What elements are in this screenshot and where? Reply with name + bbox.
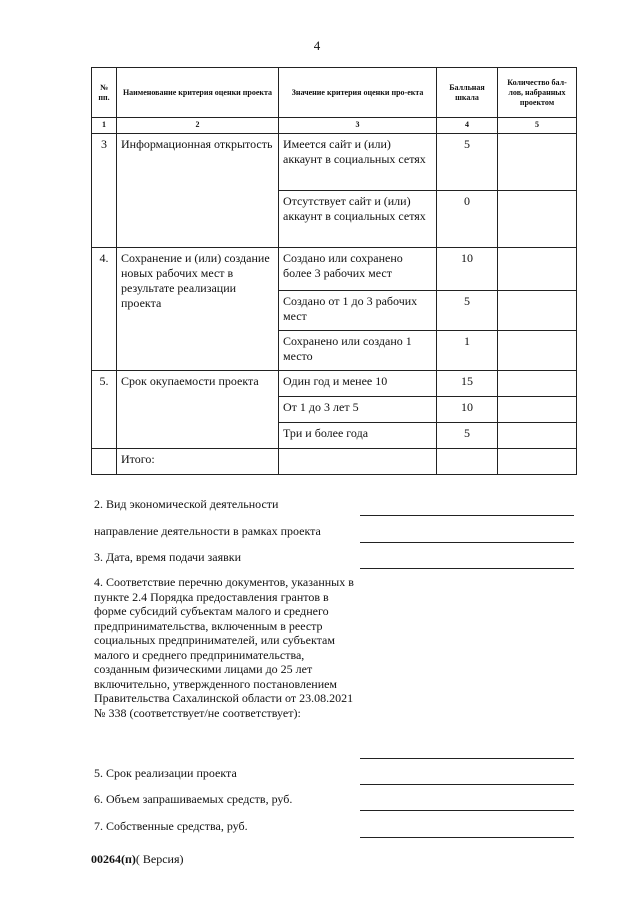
term-line[interactable]	[360, 784, 574, 785]
criterion-score: 5	[437, 134, 498, 191]
date-line[interactable]	[360, 568, 574, 569]
criterion-score: 15	[437, 371, 498, 397]
total-points-cell[interactable]	[498, 449, 577, 475]
direction-line[interactable]	[360, 542, 574, 543]
criterion-value: Три и более года	[279, 423, 437, 449]
col-number: 1	[92, 118, 117, 134]
own-funds-line[interactable]	[360, 837, 574, 838]
footer	[91, 852, 184, 867]
points-cell[interactable]	[498, 397, 577, 423]
header-points: Количество бал-лов, набранных проектом	[498, 68, 577, 118]
total-label: Итого:	[117, 449, 279, 475]
points-cell[interactable]	[498, 191, 577, 248]
criterion-name: Срок окупаемости проекта	[117, 371, 279, 449]
criterion-name: Сохранение и (или) создание новых рабочих мест в результате реализации проекта	[117, 248, 279, 371]
criterion-score: 5	[437, 291, 498, 331]
criterion-score: 0	[437, 191, 498, 248]
points-cell[interactable]	[498, 423, 577, 449]
criterion-value: От 1 до 3 лет 5	[279, 397, 437, 423]
own-funds-label: 7. Собственные средства, руб.	[94, 819, 248, 833]
page-number: 4	[313, 38, 321, 53]
documents-line[interactable]	[360, 758, 574, 759]
row-number: 4.	[92, 248, 117, 371]
criterion-value: Отсутствует сайт и (или) аккаунт в социальных сетях	[279, 191, 437, 248]
row-number: 3	[92, 134, 117, 248]
header-name: Наименование критерия оценки проекта	[117, 68, 279, 118]
criterion-value: Сохранено или создано 1 место	[279, 331, 437, 371]
header-value: Значение критерия оценки про-екта	[279, 68, 437, 118]
col-number: 2	[117, 118, 279, 134]
header-num: № пп.	[92, 68, 117, 118]
col-number: 3	[279, 118, 437, 134]
term-label: 5. Срок реализации проекта	[94, 766, 237, 780]
criterion-score: 1	[437, 331, 498, 371]
col-number: 4	[437, 118, 498, 134]
criterion-score: 10	[437, 248, 498, 291]
criterion-value: Создано или сохранено более 3 рабочих мест	[279, 248, 437, 291]
criterion-score: 10	[437, 397, 498, 423]
row-number: 5.	[92, 371, 117, 449]
amount-line[interactable]	[360, 810, 574, 811]
activity-type-label: 2. Вид экономической деятельности	[94, 497, 279, 511]
criterion-value: Имеется сайт и (или) аккаунт в социальных сетях	[279, 134, 437, 191]
points-cell[interactable]	[498, 134, 577, 191]
version-label: ( Версия)	[135, 852, 184, 866]
col-number: 5	[498, 118, 577, 134]
criteria-table	[91, 67, 577, 475]
points-cell[interactable]	[498, 291, 577, 331]
criterion-value: Создано от 1 до 3 рабочих мест	[279, 291, 437, 331]
total-value-cell	[279, 449, 437, 475]
direction-label: направление деятельности в рамках проекта	[94, 524, 321, 538]
document-code: 00264(п)	[91, 852, 136, 866]
documents-label: 4. Соответствие перечню документов, указанных в пункте 2.4 Порядка предоставления грантов в форме субсидий субъектам малого и среднего предпринимательства, включенным в реестр социальных предпринимателей, или субъектам малого и среднего предпринимательства, созданным физическими лицами до 25 лет включительно, утвержденного постановлением Правительства Сахалинской области от 23.08.2021 № 338 (соответствует/не соответствует):	[94, 575, 354, 720]
points-cell[interactable]	[498, 248, 577, 291]
activity-type-line[interactable]	[360, 515, 574, 516]
points-cell[interactable]	[498, 331, 577, 371]
header-scale: Балльная шкала	[437, 68, 498, 118]
criterion-score: 5	[437, 423, 498, 449]
date-label: 3. Дата, время подачи заявки	[94, 550, 242, 564]
amount-label: 6. Объем запрашиваемых средств, руб.	[94, 792, 293, 806]
criterion-value: Один год и менее 10	[279, 371, 437, 397]
points-cell[interactable]	[498, 371, 577, 397]
total-score-cell	[437, 449, 498, 475]
criterion-name: Информационная открытость	[117, 134, 279, 248]
total-num-cell	[92, 449, 117, 475]
